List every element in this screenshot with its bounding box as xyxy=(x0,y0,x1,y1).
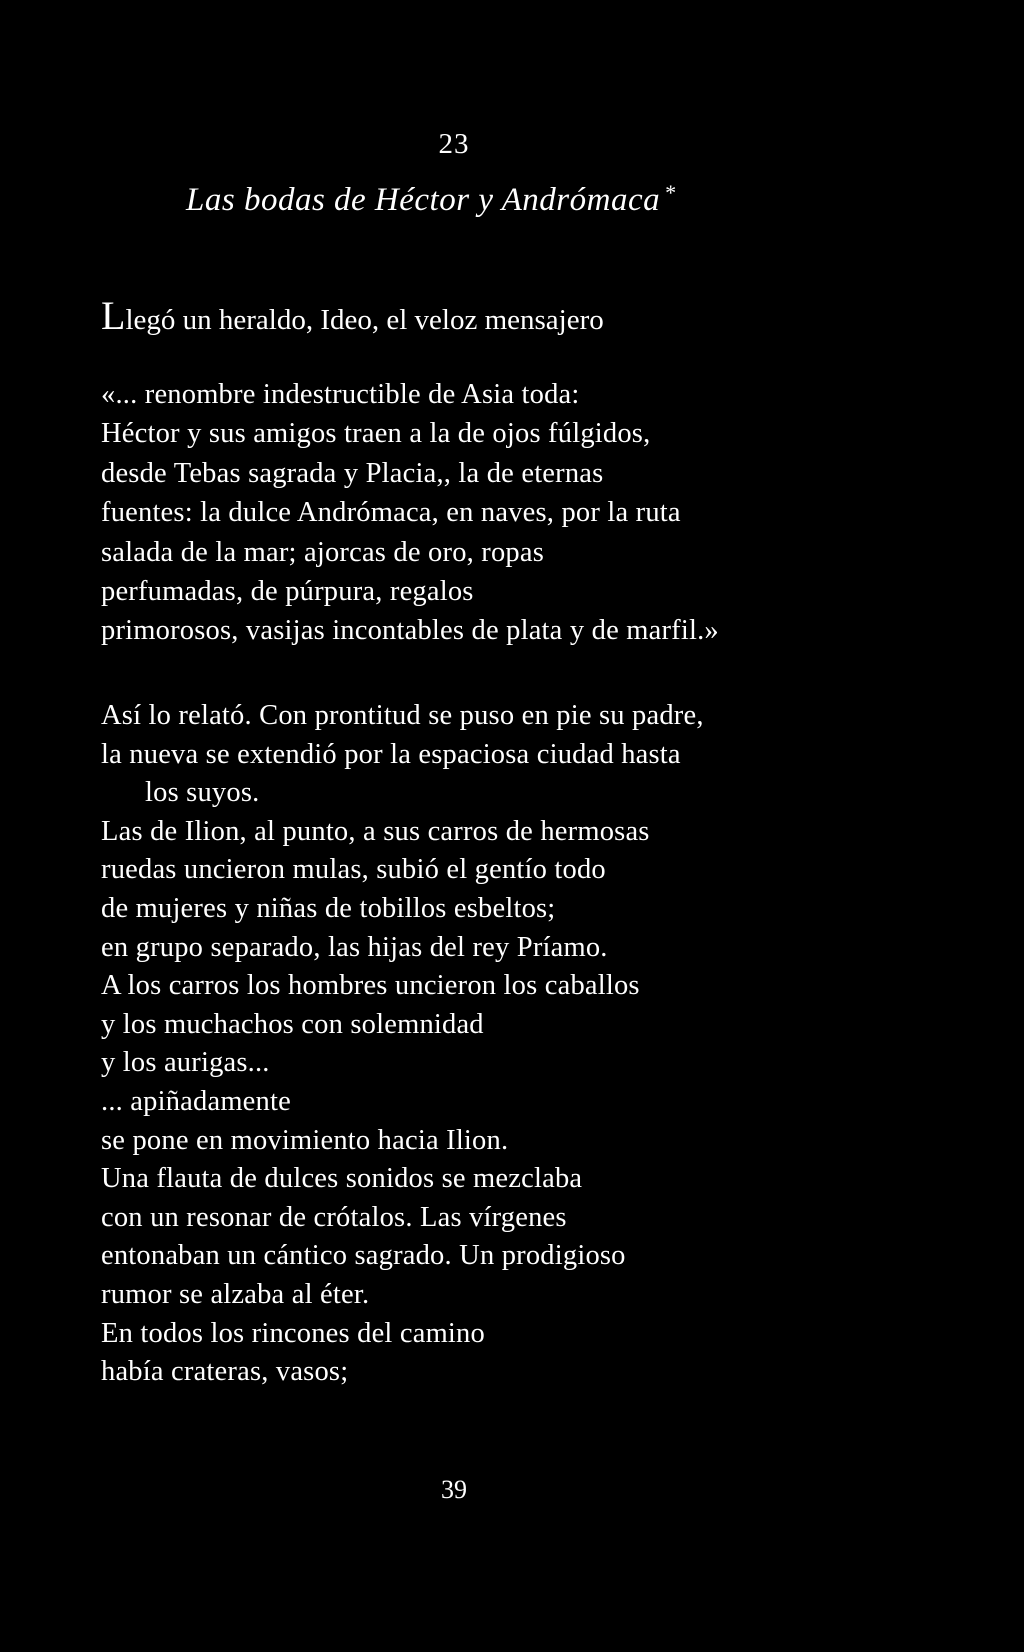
verse-line: los suyos. xyxy=(145,777,260,809)
verse-line: en grupo separado, las hijas del rey Príamo. xyxy=(101,931,608,963)
verse-line: Las de Ilion, al punto, a sus carros de hermosas xyxy=(101,815,650,847)
verse-line: Héctor y sus amigos traen a la de ojos fúlgidos, xyxy=(101,418,651,450)
verse-line: desde Tebas sagrada y Placia,, la de eternas xyxy=(101,457,604,489)
verse-line: perfumadas, de púrpura, regalos xyxy=(101,575,474,607)
verse-line: entonaban un cántico sagrado. Un prodigioso xyxy=(101,1240,626,1272)
opening-line-text: legó un heraldo, Ideo, el veloz mensajero xyxy=(125,304,604,336)
stanza-2 xyxy=(101,697,704,1392)
poem-number: 23 xyxy=(438,128,470,160)
verse-line: En todos los rincones del camino xyxy=(101,1317,485,1349)
verse-line: ... apiñadamente xyxy=(101,1085,291,1117)
verse-line: y los muchachos con solemnidad xyxy=(101,1008,484,1040)
verse-line: la nueva se extendió por la espaciosa ciudad hasta xyxy=(101,738,681,770)
poem-title xyxy=(186,180,676,219)
verse-line: ruedas uncieron mulas, subió el gentío todo xyxy=(101,854,606,886)
verse-line: primorosos, vasijas incontables de plata y de marfil.» xyxy=(101,615,719,647)
poem-title-text: Las bodas de Héctor y Andrómaca xyxy=(186,182,661,218)
verse-line: fuentes: la dulce Andrómaca, en naves, por la ruta xyxy=(101,497,681,529)
verse-line: y los aurigas... xyxy=(101,1047,270,1079)
footnote-mark: * xyxy=(664,180,676,205)
page-number: 39 xyxy=(441,1475,467,1504)
verse-line: «... renombre indestructible de Asia toda: xyxy=(101,379,580,410)
drop-initial: L xyxy=(101,293,126,338)
verse-line: salada de la mar; ajorcas de oro, ropas xyxy=(101,536,545,568)
verse-line: había crateras, vasos; xyxy=(101,1356,349,1388)
verse-line: de mujeres y niñas de tobillos esbeltos; xyxy=(101,892,556,924)
verse-line: con un resonar de crótalos. Las vírgenes xyxy=(101,1201,567,1233)
verse-line: A los carros los hombres uncieron los caballos xyxy=(101,970,640,1002)
verse-line: Una flauta de dulces sonidos se mezclaba xyxy=(101,1163,583,1195)
verse-line: se pone en movimiento hacia Ilion. xyxy=(101,1124,509,1156)
stanza-1 xyxy=(101,375,719,651)
verse-line: Así lo relató. Con prontitud se puso en pie su padre, xyxy=(101,700,704,731)
opening-line xyxy=(101,293,604,338)
verse-line: rumor se alzaba al éter. xyxy=(101,1278,370,1310)
